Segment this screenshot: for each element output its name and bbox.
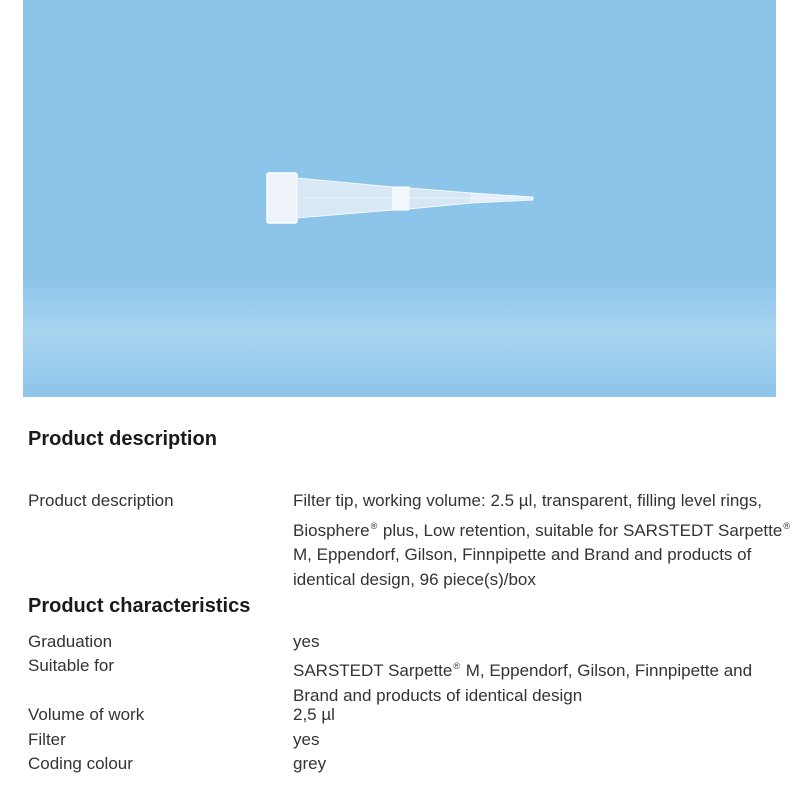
product-characteristics-heading: Product characteristics	[28, 595, 251, 617]
volume-of-work-value: 2,5 µl	[293, 705, 335, 724]
graduation-label: Graduation	[28, 632, 113, 651]
product-image	[23, 0, 776, 397]
filter-value: yes	[293, 730, 320, 749]
graduation-value: yes	[293, 632, 320, 651]
product-description-value: Filter tip, working volume: 2.5 µl, transparent, filling level rings, Biosphere® plus, Low retention, suitable for SARSTEDT Sarpette® M, Eppendorf, Gilson, Finnpipette and Brand and products of identical design, 96 piece(s)/box	[293, 491, 790, 589]
pipette-tip-illustration	[23, 0, 776, 397]
product-description-label: Product description	[28, 491, 174, 510]
product-description-heading: Product description	[28, 428, 217, 450]
tip-collar	[267, 173, 297, 223]
volume-of-work-label: Volume of work	[28, 705, 145, 724]
suitable-for-label: Suitable for	[28, 656, 114, 675]
coding-colour-value: grey	[293, 754, 327, 773]
filter-label: Filter	[28, 730, 66, 749]
coding-colour-label: Coding colour	[28, 754, 133, 773]
suitable-for-value: SARSTEDT Sarpette® M, Eppendorf, Gilson, Finnpipette and Brand and products of identical design	[293, 661, 753, 705]
